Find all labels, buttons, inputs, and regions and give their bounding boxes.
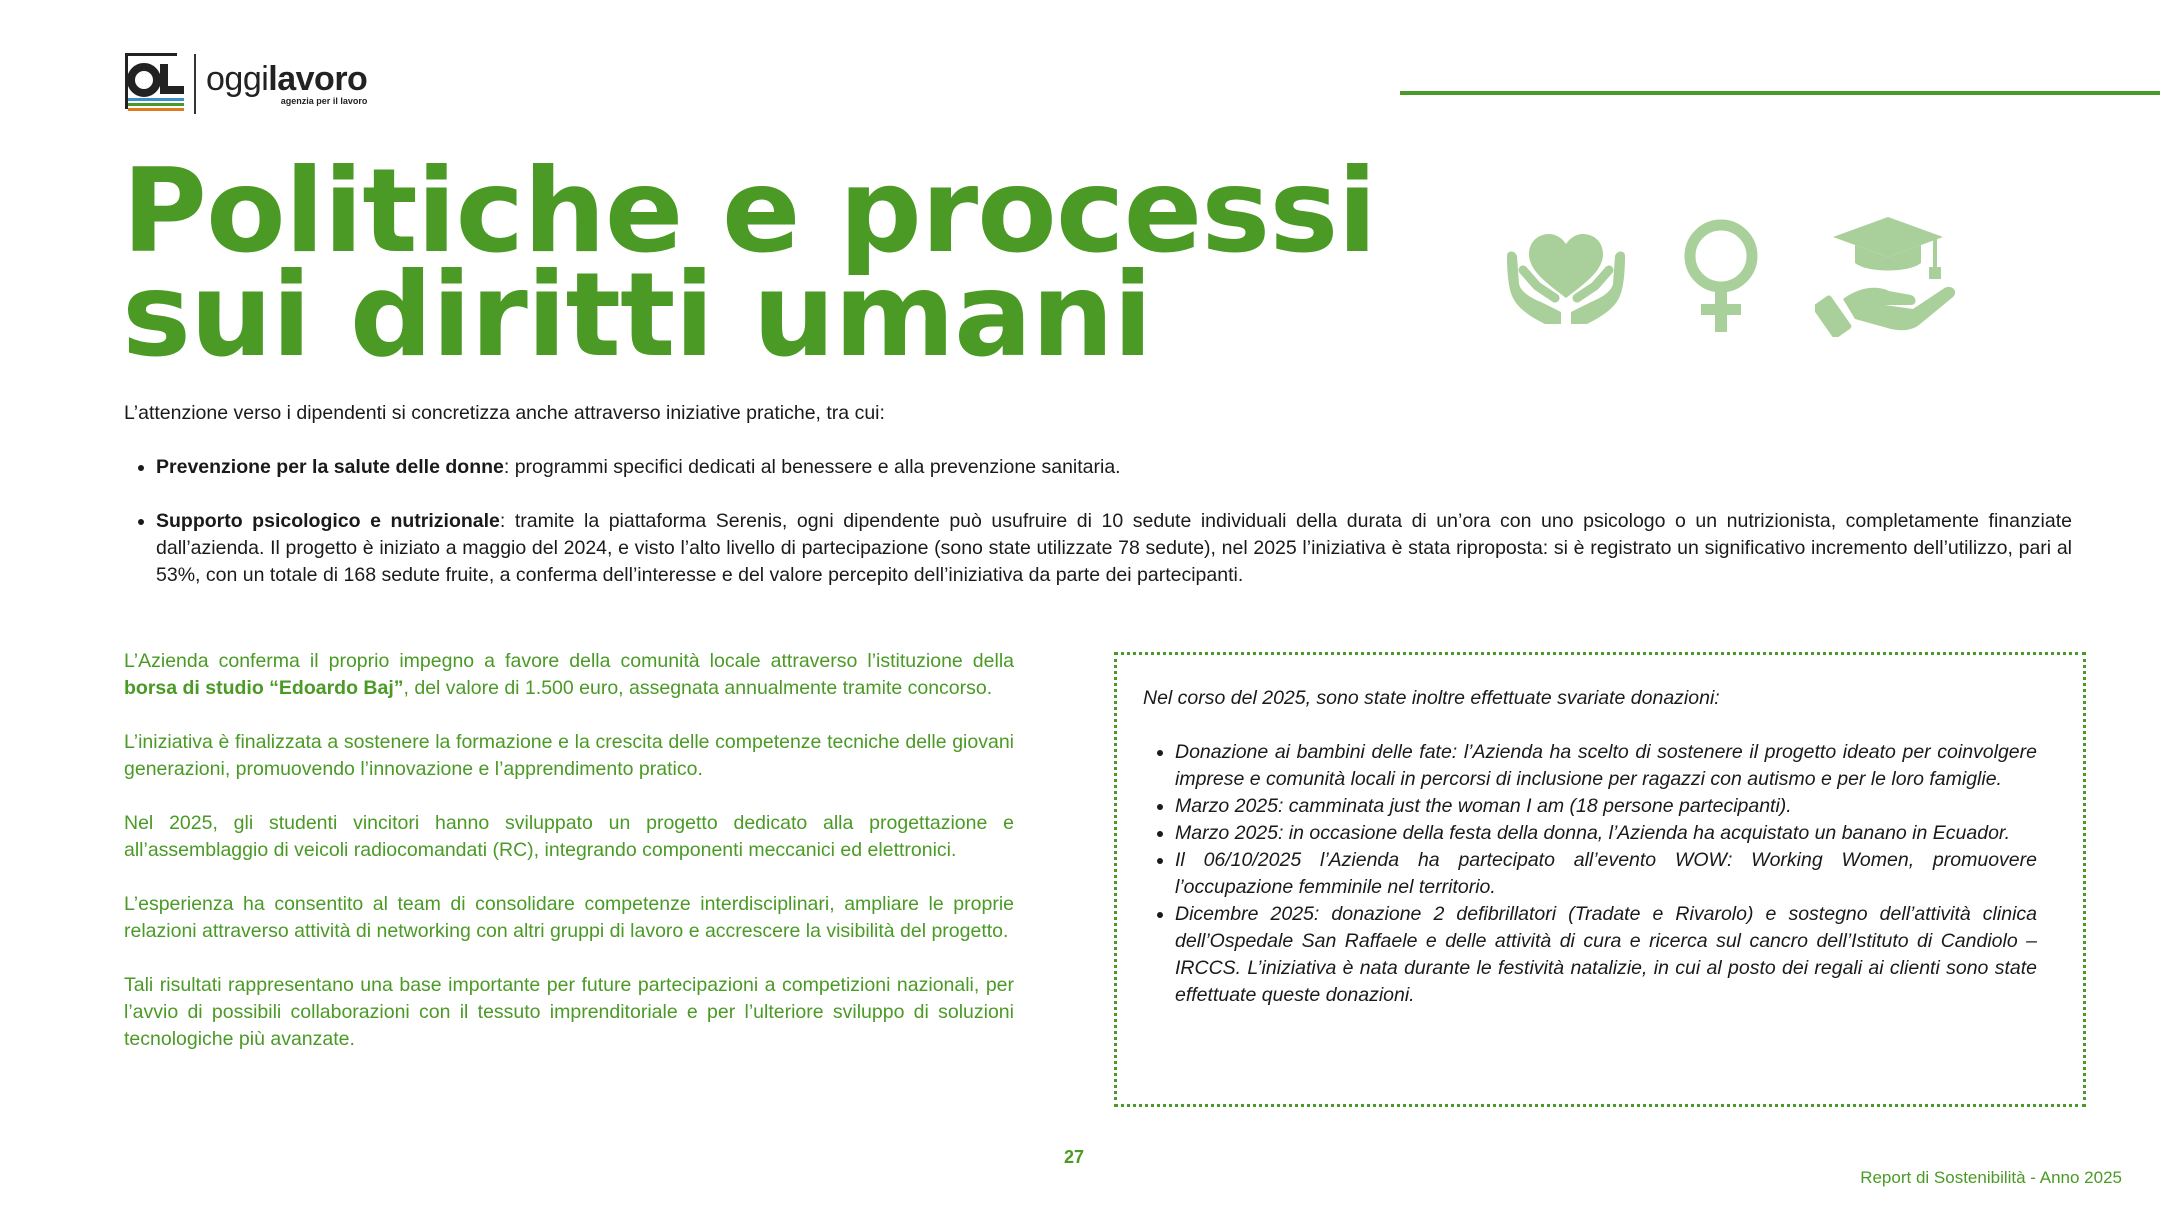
- logo-mark: [124, 52, 188, 116]
- footer-text: Report di Sostenibilità - Anno 2025: [1860, 1168, 2122, 1187]
- icon-row: [1505, 215, 1961, 337]
- list-item: • Il 06/10/2025 l’Azienda ha partecipato all’evento WOW: Working Women, promuovere l’occupazione femminile nel territorio.: [1175, 847, 2037, 901]
- list-item: • Dicembre 2025: donazione 2 defibrillatori (Tradate e Rivarolo) e sostegno dell’attività clinica dell’Ospedale San Raffaele e delle attività di cura e ricerca sul cancro dell’Istituto di Candiolo – IRCCS. L’iniziativa è nata durante le festività natalizie, in cui al posto dei regali ai clienti sono state effettuate queste donazioni.: [1175, 901, 2037, 1009]
- logo-tagline: agenzia per il lavoro: [280, 96, 368, 106]
- scholarship-section: [124, 648, 1014, 1080]
- graduation-cap-hand-icon: [1815, 215, 1961, 337]
- donations-box: [1114, 652, 2086, 1107]
- logo-name: oggilavoro: [206, 60, 368, 98]
- list-item: • Donazione ai bambini delle fate: l’Azienda ha scelto di sostenere il progetto ideato per coinvolgere imprese e comunità locali in percorsi di inclusione per ragazzi con autismo e per le loro famiglie.: [1175, 739, 2037, 793]
- title-line-2: sui diritti umani: [122, 248, 1152, 383]
- heart-in-hands-icon: [1505, 226, 1627, 326]
- page-title: [122, 144, 1422, 383]
- company-logo: [124, 52, 367, 116]
- intro-text: L’attenzione verso i dipendenti si concretizza anche attraverso iniziative pratiche, tra cui:: [124, 402, 885, 424]
- donations-intro: Nel corso del 2025, sono state inoltre effettuate svariate donazioni:: [1143, 687, 1720, 709]
- donations-list: [1143, 739, 2037, 1009]
- employee-initiatives-list: [124, 454, 2072, 616]
- header-rule: [1400, 91, 2160, 95]
- page-number: 27: [1064, 1147, 1085, 1167]
- paragraph: L’Azienda conferma il proprio impegno a favore della comunità locale attraverso l’istituzione della borsa di studio “Edoardo Baj”, del valore di 1.500 euro, assegnata annualmente tramite concorso.: [124, 650, 1014, 699]
- paragraph: L’iniziativa è finalizzata a sostenere la formazione e la crescita delle competenze tecniche delle giovani generazioni, promuovendo l’innovazione e l’apprendimento pratico.: [124, 731, 1014, 780]
- list-item: • Supporto psicologico e nutrizionale: tramite la piattaforma Serenis, ogni dipendente può usufruire di 10 sedute individuali della durata di un’ora con uno psicologo o un nutrizionista, completamente finanziate dall’azienda. Il progetto è iniziato a maggio del 2024, e visto l’alto livello di partecipazione (sono state utilizzate 78 sedute), nel 2025 l’iniziativa è stata riproposta: si è registrato un significativo incremento dell’utilizzo, pari al 53%, con un totale di 168 sedute fruite, a conferma dell’interesse e del valore percepito dell’iniziativa da parte dei partecipanti.: [156, 508, 2072, 589]
- list-item: • Marzo 2025: in occasione della festa della donna, l’Azienda ha acquistato un banano in Ecuador.: [1175, 820, 2037, 847]
- title-line-1: Politiche e processi: [122, 144, 1377, 279]
- paragraph: L’esperienza ha consentito al team di consolidare competenze interdisciplinari, ampliare le proprie relazioni attraverso attività di networking con altri gruppi di lavoro e accrescere la visibilità del progetto.: [124, 893, 1014, 942]
- list-item: • Prevenzione per la salute delle donne: programmi specifici dedicati al benessere e alla prevenzione sanitaria.: [156, 454, 2072, 481]
- paragraph: Nel 2025, gli studenti vincitori hanno sviluppato un progetto dedicato alla progettazione e all’assemblaggio di veicoli radiocomandati (RC), integrando componenti meccanici ed elettronici.: [124, 812, 1014, 861]
- logo-text: [206, 62, 367, 106]
- female-symbol-icon: [1681, 218, 1761, 334]
- logo-divider: [194, 54, 196, 114]
- paragraph: Tali risultati rappresentano una base importante per future partecipazioni a competizioni nazionali, per l’avvio di possibili collaborazioni con il tessuto imprenditoriale e per l’ulteriore sviluppo di soluzioni tecnologiche più avanzate.: [124, 974, 1014, 1050]
- list-item: • Marzo 2025: camminata just the woman I am (18 persone partecipanti).: [1175, 793, 2037, 820]
